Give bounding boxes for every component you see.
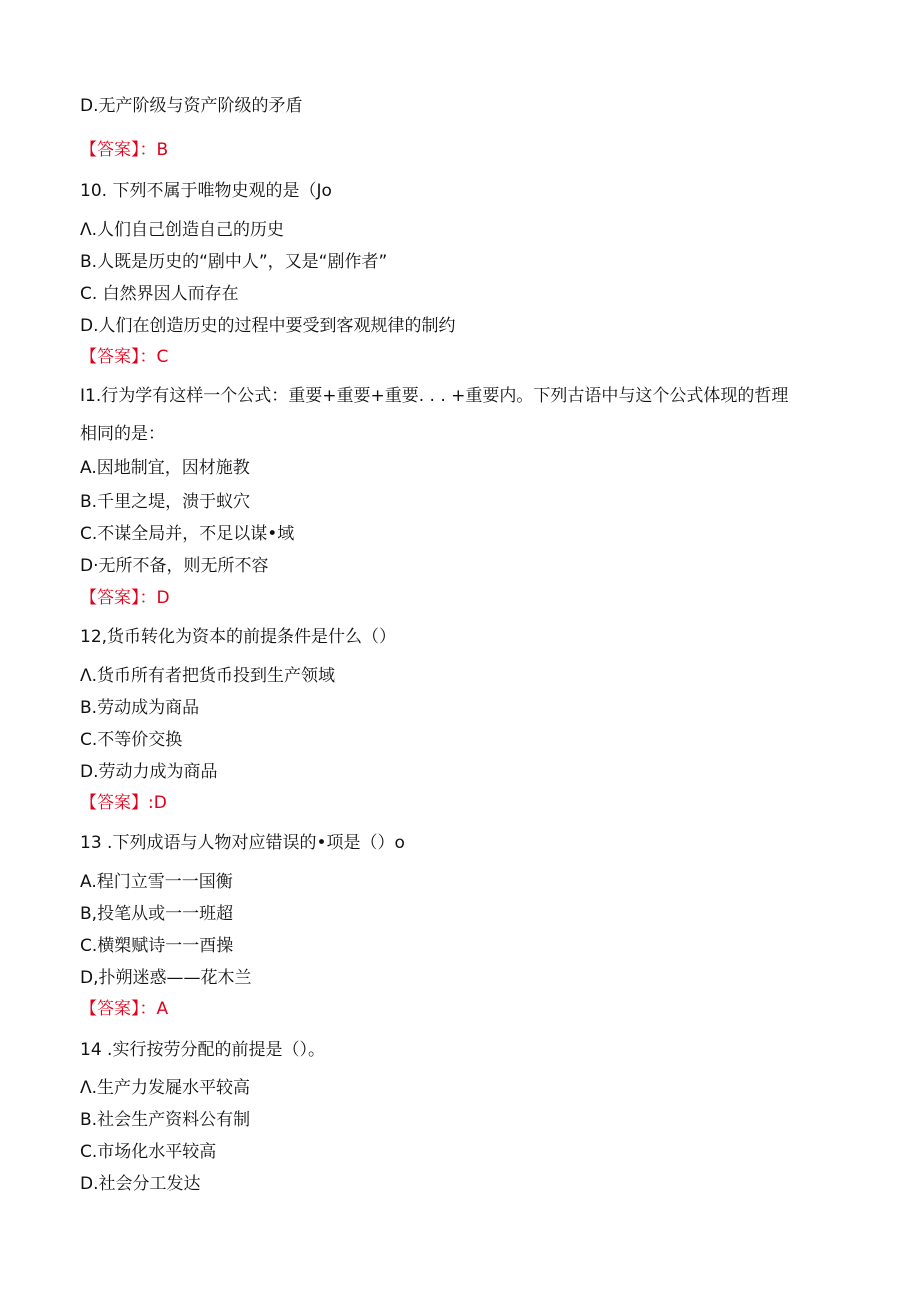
answer-value: ：C: [139, 347, 169, 367]
option-line: B.人既是历史的“剧中人”，又是“剧作者”: [80, 252, 388, 272]
option-line: A.因地制宜，因材施教: [80, 458, 250, 478]
answer-label: 【答案】: [80, 793, 148, 813]
answer-label: 【答案】: [80, 588, 140, 608]
option-line: C.不等价交换: [80, 730, 183, 750]
answer-line: [80, 139, 168, 161]
option-line: Λ.生产力发屣水平较高: [80, 1078, 251, 1098]
option-line: B.社会生产资料公有制: [80, 1110, 251, 1130]
option-line: D.人们在创造历史的过程中要受到客观规律的制约: [80, 316, 456, 336]
answer-line: [80, 998, 168, 1020]
answer-label: 【答案】: [80, 999, 140, 1019]
option-line: Λ.货币所有者把货币投到生产领域: [80, 666, 336, 686]
option-line: C.市场化水平较高: [80, 1142, 217, 1162]
answer-value: :D: [148, 793, 167, 813]
question-line: 相同的是：: [80, 424, 165, 444]
option-line: D·无所不备，则无所不容: [80, 556, 269, 576]
question-line: 12,货币转化为资本的前提条件是什么（）: [80, 627, 397, 647]
option-line: C. 白然界因人而存在: [80, 284, 239, 304]
option-line: D,扑朔迷惑——花木兰: [80, 968, 252, 988]
answer-line: [80, 346, 168, 368]
question-line: 14 .实行按劳分配的前提是（）。: [80, 1040, 325, 1060]
answer-label: 【答案】: [80, 347, 140, 367]
option-line: B,投笔从或一一班超: [80, 904, 234, 924]
option-line: B.劳动成为商品: [80, 698, 200, 718]
answer-value: ：D: [139, 588, 170, 608]
option-line: A.程门立雪一一国衡: [80, 872, 233, 892]
option-line: B.千里之堤，溃于蚁穴: [80, 492, 251, 512]
option-line: C.横槊赋诗一一酉操: [80, 936, 234, 956]
option-line: D.无产阶级与资产阶级的矛盾: [80, 96, 303, 116]
option-line: D.社会分工发达: [80, 1174, 201, 1194]
answer-line: [80, 792, 167, 814]
answer-value: ：B: [139, 140, 169, 160]
option-line: Λ.人们自己创造自己的历史: [80, 220, 285, 240]
answer-value: ：A: [139, 999, 169, 1019]
question-line: I1.行为学有这样一个公式：重要+重要+重要. . . +重要内。下列古语中与这个公式体现的哲理: [80, 386, 789, 406]
question-line: 13 .下列成语与人物对应错误的•项是（）o: [80, 833, 405, 853]
answer-label: 【答案】: [80, 140, 140, 160]
option-line: D.劳动力成为商品: [80, 762, 218, 782]
answer-line: [80, 587, 170, 609]
option-line: C.不谋全局并，不足以谋•域: [80, 524, 295, 544]
question-line: 10. 下列不属于唯物史观的是（Jo: [80, 181, 332, 201]
